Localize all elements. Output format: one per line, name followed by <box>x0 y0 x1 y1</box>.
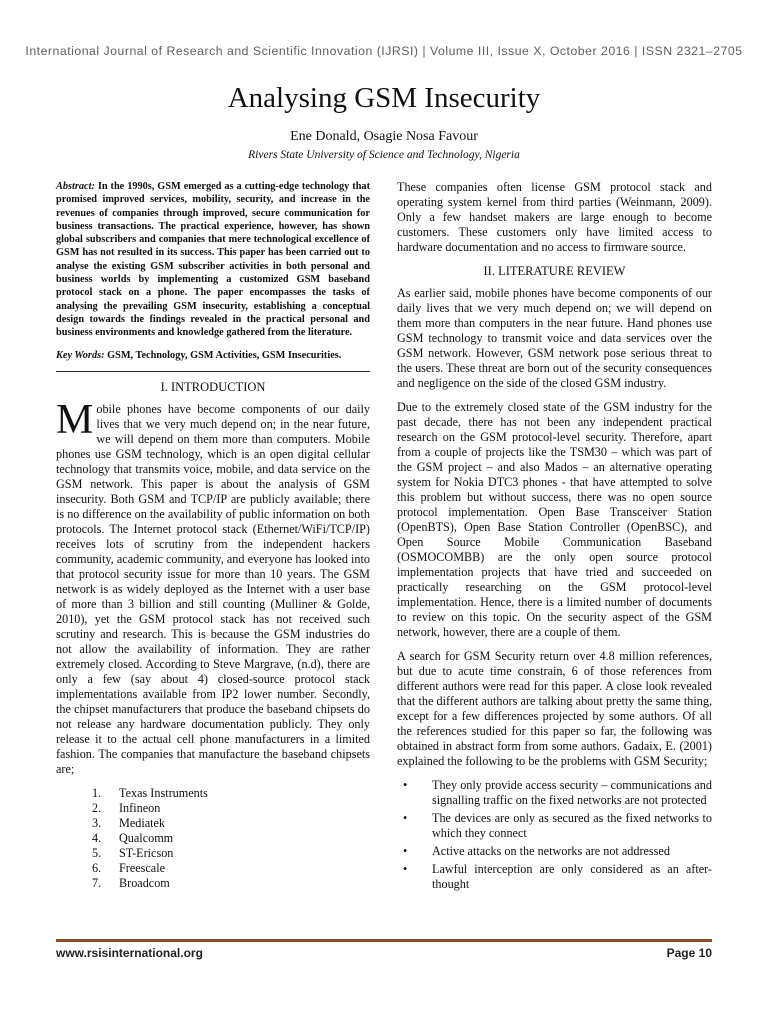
abstract-divider <box>56 371 370 372</box>
keywords-label: Key Words: <box>56 349 105 361</box>
paper-title: Analysing GSM Insecurity <box>227 82 541 114</box>
bullet-icon: • <box>403 778 408 792</box>
abstract-label: Abstract: <box>56 181 95 192</box>
abstract <box>56 180 370 340</box>
chipset-manufacturers-list <box>56 786 370 891</box>
list-item: • Lawful interception are only considered as an after-thought <box>403 862 712 891</box>
list-item: 6. Freescale <box>92 860 166 875</box>
security-problems-list <box>397 778 712 892</box>
list-item: 5. ST-Ericson <box>92 845 174 860</box>
keywords <box>56 349 370 362</box>
drop-cap: M <box>56 396 94 443</box>
paper-affiliation: Rivers State University of Science and Technology, Nigeria <box>248 149 520 161</box>
list-item: 7. Broadcom <box>92 875 170 890</box>
introduction-paragraph <box>56 396 370 777</box>
list-item: 4. Qualcomm <box>92 830 174 845</box>
paragraph: Due to the extremely closed state of the GSM industry for the past decade, there has not been any independent practical research on the GSM protocol-level security. Therefore, apart from a couple of projects like the TSM30 – which was part of the GSM project – and also Mados – an alternative operating system for Nokia DTC3 phones - that have attempted to solve this problem but without success, there was no open source protocol implementation. Open Base Transceiver Station (OpenBTS), Open Base Station Controller (OpenBSC), and Open Source Mobile Communication Baseband (OSMOCOMBB) are the only open source protocol implementation projects that have tried and succeeded on practically researching on the GSM protocol-level implementation. Hence, there is a limited number of documents to review on this topic. On the security aspect of the GSM network, however, there are a couple of them. <box>397 400 712 639</box>
bullet-icon: • <box>403 862 408 876</box>
left-column <box>56 180 370 891</box>
paragraph: These companies often license GSM protocol stack and operating system kernel from third parties (Weinmann, 2009). Only a few handset makers are large enough to become customers. These customers only have limited access to hardware documentation and no access to firmware source. <box>397 180 712 254</box>
page-number: Page 10 <box>666 946 712 960</box>
list-item: • Active attacks on the networks are not addressed <box>403 844 670 858</box>
keywords-text: GSM, Technology, GSM Activities, GSM Insecurities. <box>104 349 342 361</box>
paper-authors: Ene Donald, Osagie Nosa Favour <box>290 129 478 144</box>
list-item: 1. Texas Instruments <box>92 785 208 800</box>
list-item: 2. Infineon <box>92 800 161 815</box>
list-item: • They only provide access security – communications and signalling traffic on the fixed networks are not protected <box>403 778 712 807</box>
paragraph: A search for GSM Security return over 4.8 million references, but due to acute time constrain, 6 of those references from different authors were read for this paper. A close look revealed that the different authors are talking about pretty the same thing, except for a few differences projected by some authors. Of all the references studied for this paper so far, the following was obtained in abstract form from some authors. Gadaix, E. (2001) explained the following to be the problems with GSM Security; <box>397 649 712 768</box>
list-item: • The devices are only as secured as the fixed networks to which they connect <box>403 811 712 840</box>
bullet-icon: • <box>403 811 408 825</box>
paragraph: As earlier said, mobile phones have become components of our daily lives that we very much depend on; we will depend on them more than computers in the near future. Hand phones use GSM technology to transmit voice and data services over the GSM network. However, GSM network pose serious threat to the users. These threat are born out of the security consequences and negligence on the side of the closed GSM industry. <box>397 286 712 390</box>
footer-website: www.rsisinternational.org <box>56 946 203 960</box>
literature-review-heading: II. LITERATURE REVIEW <box>483 264 626 278</box>
abstract-text: In the 1990s, GSM emerged as a cutting-edge technology that promised improved services, mobility, security, and increase in the revenues of companies through improved, secure communication for business transactions. The practical experience, however, has shown global subscribers and companies that mere technological excellence of GSM has not resulted in its success. This paper has been carried out to analyse the existing GSM subscriber activities in both personal and business worlds by implementing a customized GSM baseband protocol stack on a phone. The paper encompasses the tasks of analysing the prevailing GSM insecurity, establishing a conceptual design towards the findings revealed in the practical personal and business environments and knowledge gathered from the literature. <box>56 181 370 339</box>
introduction-heading: I. INTRODUCTION <box>160 379 266 394</box>
journal-header: International Journal of Research and Scientific Innovation (IJRSI) | Volume III, Issue X, October 2016 | ISSN 2321–2705 <box>25 44 743 58</box>
list-item: 3. Mediatek <box>92 815 166 830</box>
right-column <box>397 180 712 895</box>
bullet-icon: • <box>403 844 408 858</box>
introduction-text: obile phones have become components of our daily lives that we very much depend on; in the near future, we will depend on them more than computers. Mobile phones use GSM technology, which is an open digital cellular technology that transmits voice, mobile, and data service on the GSM network. This paper is about the analysis of GSM insecurity. Both GSM and TCP/IP are publicly available; there is no difference on the availability of public information on both protocols. The Internet protocol stack (Ethernet/WiFi/TCP/IP) receives lots of scrutiny from the independent hackers community, academic community, and everyone has looked into that protocol security issue for more than 10 years. The GSM network is as widely deployed as the Internet with a user base of more than 3 billion and still counting (Mulliner & Golde, 2010), yet the GSM protocol stack has not received such scrutiny and research. This is because the GSM industries do not allow the availability of information. They are rather extremely closed. According to Steve Margrave, (n.d), there are only a few (say about 4) closed-source protocol stack implementations available from IP2 lower number. Secondly, the chipset manufacturers that produce the baseband chipsets do not release any hardware documentation publicly. They only release it to the actual cell phone manufacturers in a limited fashion. The companies that manufacture the baseband chipsets are; <box>56 401 370 776</box>
footer-divider <box>56 939 712 942</box>
